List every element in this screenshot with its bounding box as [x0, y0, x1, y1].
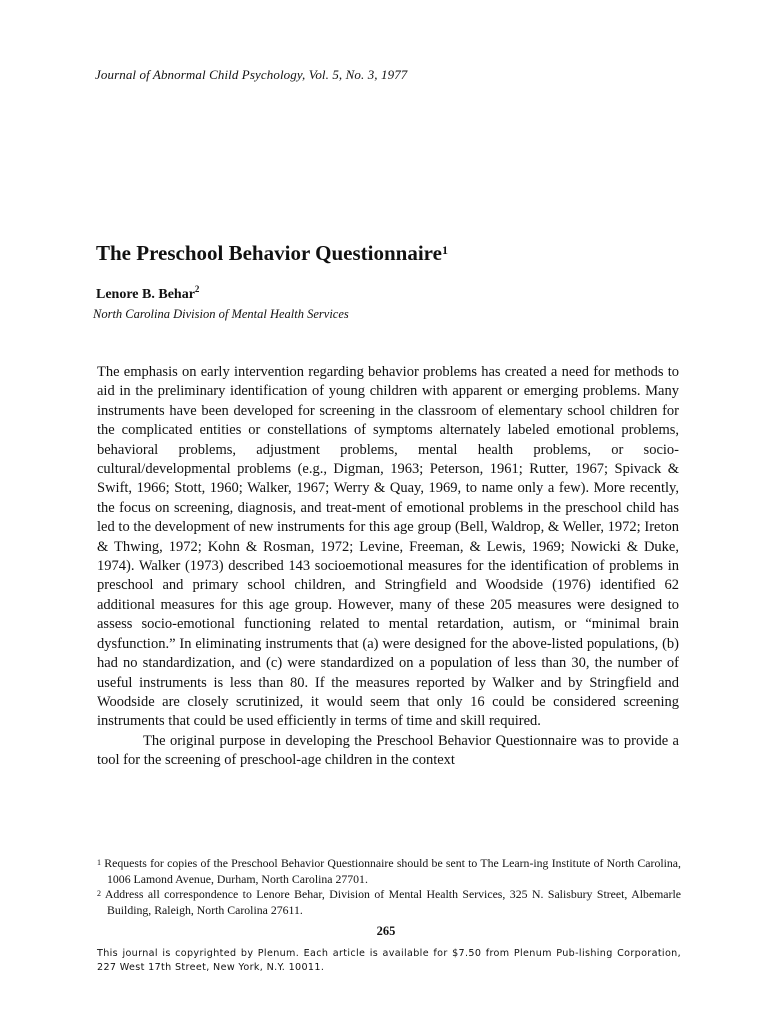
article-title-text: The Preschool Behavior Questionnaire	[96, 241, 442, 265]
author-name	[96, 284, 200, 303]
author-affiliation: North Carolina Division of Mental Health Services	[93, 307, 349, 321]
author-name-text: Lenore B. Behar	[96, 287, 195, 302]
author-footnote-marker: 2	[194, 284, 200, 294]
footnote-2-text: Address all correspondence to Lenore Behar, Division of Mental Health Services, 325 N. Salisbury Street, Albemarle Building, Raleigh, North Carolina 27611.	[104, 887, 681, 917]
footnote-1	[97, 856, 681, 887]
title-footnote-marker: 1	[441, 243, 448, 257]
body-paragraph-2: The original purpose in developing the Preschool Behavior Questionnaire was to provide a tool for the screening of preschool-age children in the context	[97, 732, 679, 769]
footnote-1-text: Requests for copies of the Preschool Behavior Questionnaire should be sent to The Learn-ing Institute of North Carolina, 1006 Lamond Avenue, Durham, North Carolina 27701.	[104, 856, 681, 886]
body-paragraph-1: The emphasis on early intervention regarding behavior problems has created a need for methods to aid in the preliminary identification of young children with apparent or emerging problems. Many instruments have been developed for screening in the classroom of elementary school children for the complicated entities or constellations of symptoms alternately labeled emotional problems, behavioral problems, adjustment problems, mental health problems, or socio-cultural/developmental problems (e.g., Digman, 1963; Peterson, 1961; Rutter, 1967; Spivack & Swift, 1966; Stott, 1960; Walker, 1967; Werry & Quay, 1969, to name only a few). More recently, the focus on screening, diagnosis, and treat-ment of emotional problems in the preschool child has led to the development of new instruments for this age group (Bell, Waldrop, & Weller, 1972; Ireton & Thwing, 1972; Kohn & Rosman, 1972; Levine, Freeman, & Lewis, 1969; Nowicki & Duke, 1974). Walker (1973) described 143 socioemotional measures for the identification of problems in preschool and primary school children, and Stringfield and Woodside (1976) identified 62 additional measures for this age group. However, many of these 205 measures were designed to assess socio-emotional functioning related to mental retardation, autism, or “minimal brain dysfunction.” In eliminating instruments that (a) were designed for the above-listed populations, (b) had no standardization, and (c) were standardized on a population of less than 30, the number of useful instruments is less than 80. If the measures reported by Walker and by Stringfield and Woodside are closely scrutinized, it would seem that only 16 could be considered screening instruments that could be used efficiently in terms of time and skill required.	[97, 364, 679, 730]
footnotes	[97, 856, 681, 918]
footnote-1-marker: 1	[97, 858, 101, 867]
article-body	[97, 363, 679, 771]
footnote-2	[97, 887, 681, 918]
copyright-notice: This journal is copyrighted by Plenum. Each article is available for $7.50 from Plenum Pub-lishing Corporation, 227 West 17th Street, New York, N.Y. 10011.	[97, 948, 681, 973]
journal-citation: Journal of Abnormal Child Psychology, Vol. 5, No. 3, 1977	[95, 67, 408, 82]
page-number: 265	[376, 924, 396, 938]
article-title	[96, 239, 448, 267]
footnote-2-marker: 2	[97, 889, 101, 898]
